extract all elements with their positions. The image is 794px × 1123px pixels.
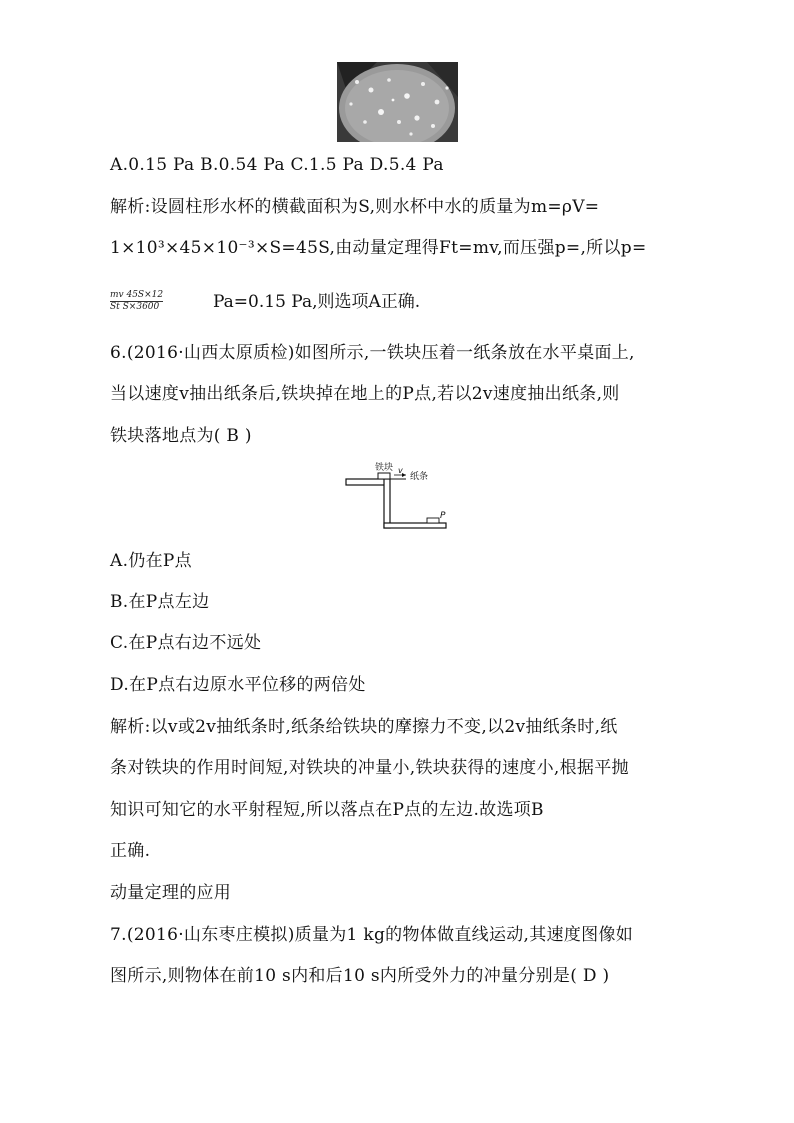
table-paper-diagram bbox=[344, 460, 454, 535]
lotus-leaf-image bbox=[337, 62, 458, 142]
q5-analysis-fraction bbox=[110, 290, 163, 313]
fraction-denominator: St S×3600 bbox=[110, 301, 163, 313]
q6-stem-line-2: 当以速度v抽出纸条后,铁块掉在地上的P点,若以2v速度抽出纸条,则 bbox=[110, 384, 620, 404]
q6-analysis-line-2: 条对铁块的作用时间短,对铁块的冲量小,铁块获得的速度小,根据平抛 bbox=[110, 758, 629, 778]
q6-stem-line-1: 6.(2016·山西太原质检)如图所示,一铁块压着一纸条放在水平桌面上, bbox=[110, 343, 635, 363]
q5-analysis-line-2: 1×10³×45×10⁻³×S=45S,由动量定理得Ft=mv,而压强p=,所以p= bbox=[110, 238, 647, 258]
landing-block bbox=[427, 518, 439, 523]
lotus-leaf-photo bbox=[337, 62, 458, 142]
table-leg bbox=[384, 479, 390, 528]
fraction-numerator: mv 45S×12 bbox=[110, 290, 164, 300]
q6-option-a: A.仍在P点 bbox=[110, 551, 192, 571]
q6-analysis-line-1: 解析:以v或2v抽纸条时,纸条给铁块的摩擦力不变,以2v抽纸条时,纸 bbox=[110, 717, 618, 737]
label-point-p: P bbox=[440, 511, 446, 521]
q5-options: A.0.15 Pa B.0.54 Pa C.1.5 Pa D.5.4 Pa bbox=[110, 155, 444, 175]
floor bbox=[384, 523, 446, 528]
q6-option-b: B.在P点左边 bbox=[110, 592, 210, 612]
table-top bbox=[346, 479, 388, 485]
q5-analysis-line-3: Pa=0.15 Pa,则选项A正确. bbox=[213, 292, 421, 312]
q6-option-c: C.在P点右边不远处 bbox=[110, 633, 262, 653]
label-iron-block: 铁块 bbox=[375, 463, 394, 473]
q7-stem-line-1: 7.(2016·山东枣庄模拟)质量为1 kg的物体做直线运动,其速度图像如 bbox=[110, 925, 634, 945]
q6-analysis-line-4: 正确. bbox=[110, 841, 151, 861]
q6-analysis-line-3: 知识可知它的水平射程短,所以落点在P点的左边.故选项B bbox=[110, 800, 544, 820]
section-title: 动量定理的应用 bbox=[110, 883, 232, 903]
q6-stem-line-3: 铁块落地点为( B ) bbox=[110, 426, 252, 446]
q5-analysis-line-1: 解析:设圆柱形水杯的横截面积为S,则水杯中水的质量为m=ρV= bbox=[110, 197, 600, 217]
iron-block bbox=[378, 473, 390, 479]
q7-stem-line-2: 图所示,则物体在前10 s内和后10 s内所受外力的冲量分别是( D ) bbox=[110, 966, 610, 986]
label-velocity: v bbox=[398, 466, 403, 475]
label-paper: 纸条 bbox=[410, 472, 429, 482]
q6-option-d: D.在P点右边原水平位移的两倍处 bbox=[110, 675, 366, 695]
table-diagram-svg bbox=[344, 460, 454, 535]
